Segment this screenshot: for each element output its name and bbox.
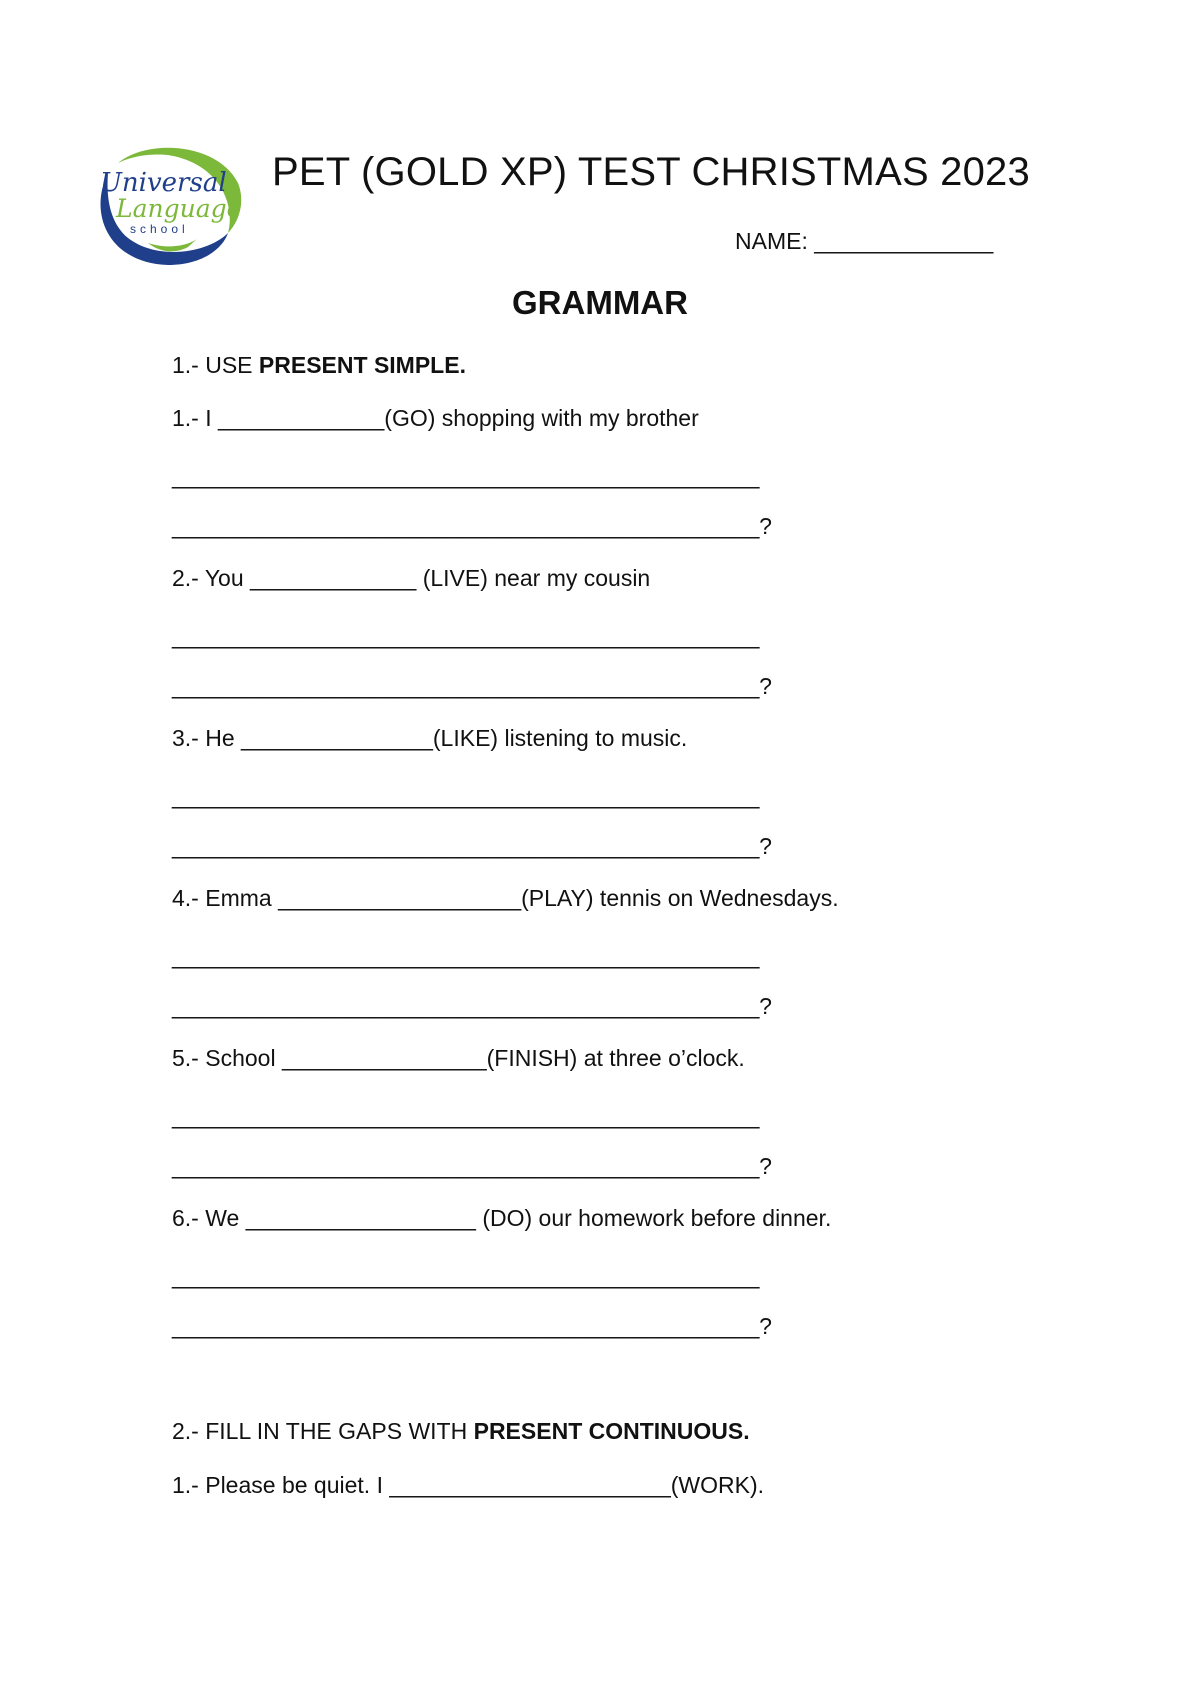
logo-inner-swirl [148,238,198,251]
name-field-label: NAME: ______________ [735,228,994,254]
exercise1-instruction-bold: PRESENT SIMPLE. [258,352,466,378]
section-title-grammar: GRAMMAR [512,284,688,321]
question-line: _______________________________________________? [172,833,772,859]
exercise1-instruction-prefix: 1.- USE [172,352,259,378]
exercise2-instruction-prefix: 2.- FILL IN THE GAPS WITH [172,1418,474,1444]
exercise1-item-3: 3.- He _______________(LIKE) listening to music. [172,725,688,751]
question-line: _______________________________________________? [172,1153,772,1179]
answer-line: _______________________________________________ [172,463,760,489]
answer-line: _______________________________________________ [172,943,760,969]
answer-line: _______________________________________________ [172,623,760,649]
exercise2-instruction [172,1418,750,1445]
answer-line: _______________________________________________ [172,783,760,809]
answer-line: _______________________________________________ [172,1103,760,1129]
question-line: _______________________________________________? [172,993,772,1019]
logo-word-universal: Universal [100,168,227,198]
exercise1-item-2: 2.- You _____________ (LIVE) near my cousin [172,565,651,591]
exercise2-instruction-bold: PRESENT CONTINUOUS. [473,1418,750,1444]
question-line: _______________________________________________? [172,1313,772,1339]
exercise2-item-1: 1.- Please be quiet. I ______________________(WORK). [172,1472,765,1498]
exercise1-item-4: 4.- Emma ___________________(PLAY) tennis on Wednesdays. [172,885,839,911]
exercise1-item-1: 1.- I _____________(GO) shopping with my brother [172,405,699,431]
exercise1-item-5: 5.- School ________________(FINISH) at three o’clock. [172,1045,745,1071]
question-line: _______________________________________________? [172,513,772,539]
page-title: PET (GOLD XP) TEST CHRISTMAS 2023 [272,150,1030,194]
exercise1-instruction [172,352,466,379]
answer-line: _______________________________________________ [172,1263,760,1289]
logo-word-school: school [130,222,189,236]
exercise1-item-6: 6.- We __________________ (DO) our homework before dinner. [172,1205,832,1231]
logo-word-language: Language [116,194,242,223]
question-line: _______________________________________________? [172,673,772,699]
school-logo [88,143,248,273]
